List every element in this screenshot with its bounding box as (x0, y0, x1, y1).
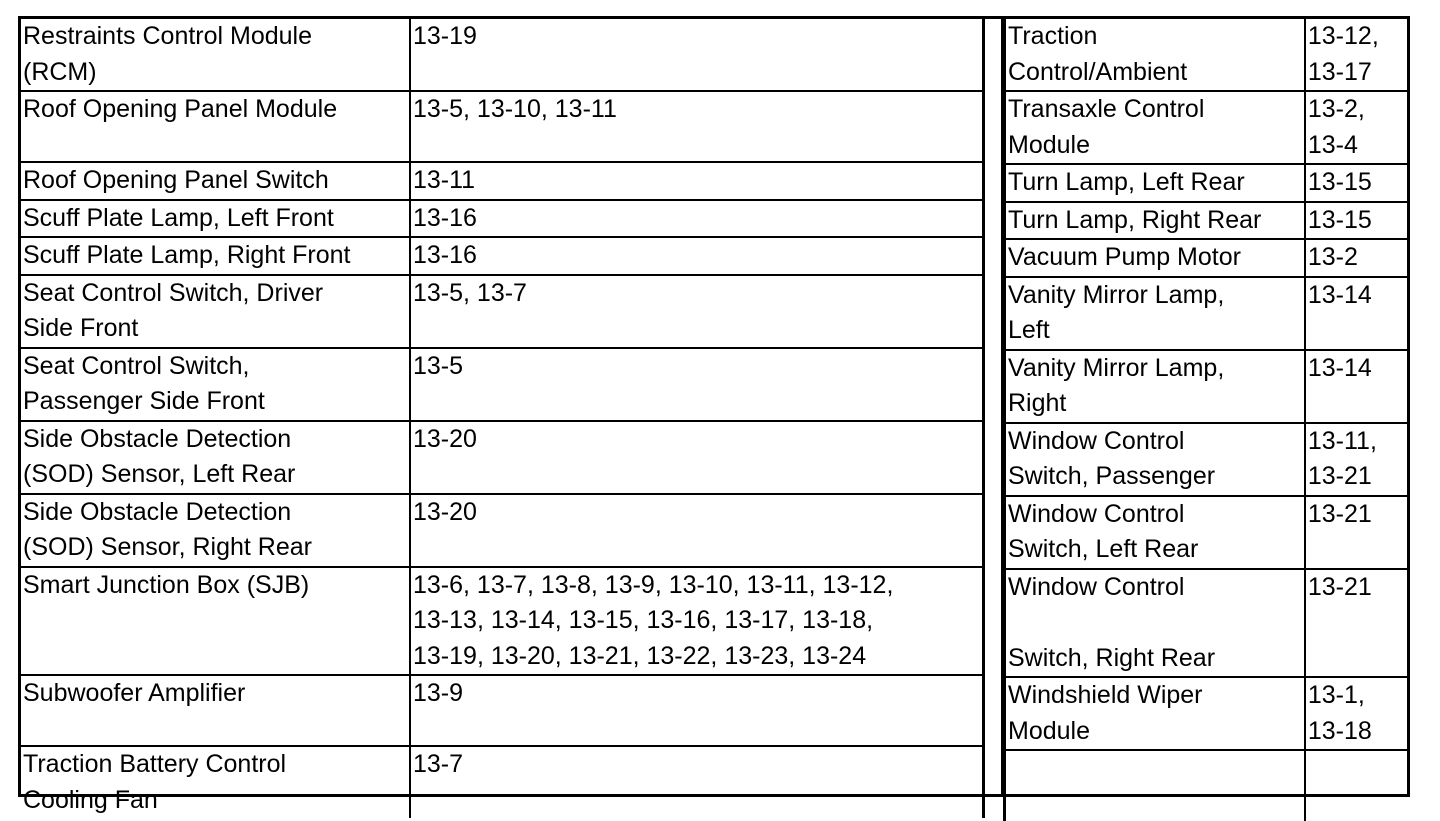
table-row (1005, 350, 1408, 423)
page-refs: 13-5, 13-7 (410, 275, 983, 348)
component-name: Restraints Control Module (RCM) (21, 19, 410, 91)
component-name: Traction Battery Control Cooling Fan (21, 746, 410, 818)
component-name: Window Control Switch, Left Rear (1005, 496, 1305, 569)
page-refs: 13-14 (1305, 277, 1407, 350)
page-refs: 13-11 (410, 162, 983, 200)
page-refs: 13-16 (410, 200, 983, 238)
table-row (21, 421, 983, 494)
component-name: Vanity Mirror Lamp, Right (1005, 350, 1305, 423)
table-row (1005, 239, 1408, 277)
table-row (1005, 750, 1408, 821)
page-refs: 13-14 (1305, 350, 1407, 423)
component-name: Side Obstacle Detection (SOD) Sensor, Left Rear (21, 421, 410, 494)
table-row (1005, 496, 1408, 569)
page-refs: 13-21 (1305, 569, 1407, 678)
right-index-table (1003, 19, 1407, 821)
table-row (1005, 677, 1408, 750)
component-name: Window Control Switch, Right Rear (1005, 569, 1305, 678)
page-refs: 13-16 (410, 237, 983, 275)
page-refs: 13-11, 13-21 (1305, 423, 1407, 496)
column-divider (983, 19, 1003, 794)
page-refs: 13-1, 13-18 (1305, 677, 1407, 750)
component-name: Scuff Plate Lamp, Left Front (21, 200, 410, 238)
page-refs: 13-7 (410, 746, 983, 818)
component-name: Windshield Wiper Module (1005, 677, 1305, 750)
component-name (1005, 750, 1305, 821)
page-refs: 13-21 (1305, 496, 1407, 569)
table-row (21, 200, 983, 238)
component-name: Seat Control Switch, Passenger Side Front (21, 348, 410, 421)
page-refs: 13-19 (410, 19, 983, 91)
component-name: Vacuum Pump Motor (1005, 239, 1305, 277)
page-refs: 13-15 (1305, 202, 1407, 240)
page-refs: 13-2, 13-4 (1305, 91, 1407, 164)
component-name: Scuff Plate Lamp, Right Front (21, 237, 410, 275)
table-row (21, 348, 983, 421)
component-name: Roof Opening Panel Switch (21, 162, 410, 200)
component-name: Subwoofer Amplifier (21, 675, 410, 746)
page-refs: 13-2 (1305, 239, 1407, 277)
component-name: Turn Lamp, Right Rear (1005, 202, 1305, 240)
page-refs: 13-9 (410, 675, 983, 746)
component-index-table (18, 16, 1410, 814)
component-name: Window Control Switch, Passenger (1005, 423, 1305, 496)
table-row (21, 162, 983, 200)
table-row (1005, 202, 1408, 240)
table-row (1005, 423, 1408, 496)
table-row (1005, 164, 1408, 202)
page-refs: 13-5, 13-10, 13-11 (410, 91, 983, 162)
table-row (1005, 19, 1408, 91)
page-refs: 13-6, 13-7, 13-8, 13-9, 13-10, 13-11, 13-12, 13-13, 13-14, 13-15, 13-16, 13-17, 13-18, 13-19, 13-20, 13-21, 13-22, 13-23, 13-24 (410, 567, 983, 676)
component-name: Transaxle Control Module (1005, 91, 1305, 164)
page-refs: 13-12, 13-17 (1305, 19, 1407, 91)
component-name: Smart Junction Box (SJB) (21, 567, 410, 676)
table-row (1005, 91, 1408, 164)
component-name: Roof Opening Panel Module (21, 91, 410, 162)
table-row (21, 746, 983, 818)
table-row (21, 91, 983, 162)
table-row (21, 275, 983, 348)
page-refs (1305, 750, 1407, 821)
table-row (1005, 277, 1408, 350)
component-name: Side Obstacle Detection (SOD) Sensor, Right Rear (21, 494, 410, 567)
page-refs: 13-5 (410, 348, 983, 421)
page-refs: 13-20 (410, 421, 983, 494)
table-row (1005, 569, 1408, 678)
component-name: Traction Control/Ambient (1005, 19, 1305, 91)
table-row (21, 237, 983, 275)
component-name: Turn Lamp, Left Rear (1005, 164, 1305, 202)
component-name: Vanity Mirror Lamp, Left (1005, 277, 1305, 350)
table-row (21, 567, 983, 676)
table-row (21, 19, 983, 91)
table-row (21, 675, 983, 746)
component-name: Seat Control Switch, Driver Side Front (21, 275, 410, 348)
left-index-table (21, 19, 985, 818)
page-refs: 13-20 (410, 494, 983, 567)
page-refs: 13-15 (1305, 164, 1407, 202)
table-row (21, 494, 983, 567)
